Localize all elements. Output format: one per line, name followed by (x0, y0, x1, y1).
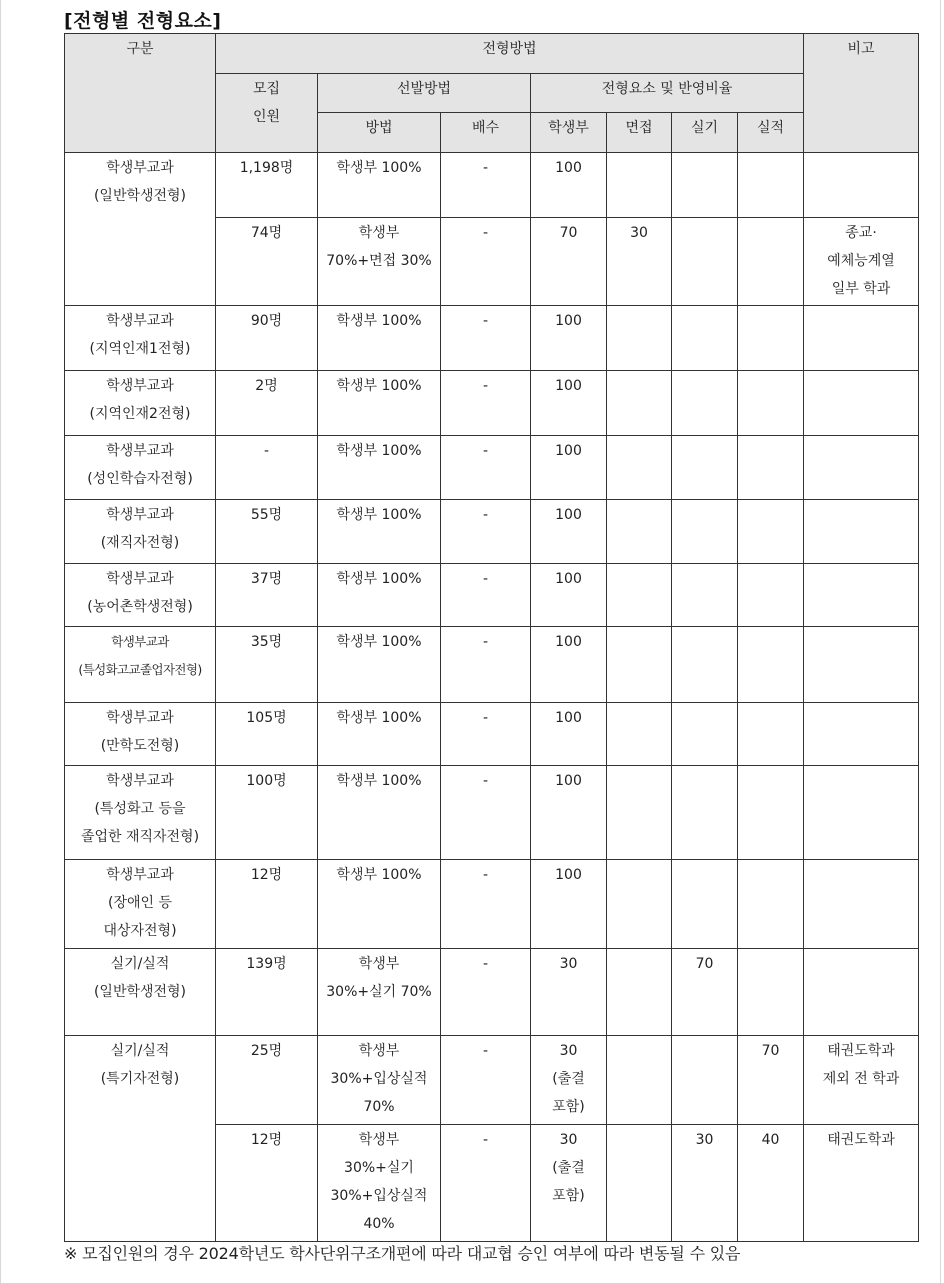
header-record: 학생부 (531, 113, 607, 153)
header-quota (216, 74, 318, 153)
practical-cell (672, 766, 738, 860)
category-cell-line: 실기/실적 (110, 956, 170, 972)
interview-cell (607, 500, 672, 564)
remarks-cell (804, 949, 919, 1036)
category-cell (65, 564, 216, 627)
method-cell (318, 1036, 441, 1125)
method-cell-line: 학생부 100% (336, 634, 422, 650)
category-cell (65, 371, 216, 436)
method-cell-line: 학생부 100% (336, 378, 422, 394)
achievement-cell (738, 627, 804, 703)
quota-cell: 12명 (216, 1125, 318, 1242)
header-category: 구분 (65, 34, 216, 153)
record-cell-line: (출결 (552, 1071, 585, 1087)
remarks-cell (804, 153, 919, 218)
category-cell-line: 학생부교과 (106, 507, 174, 523)
quota-cell: 25명 (216, 1036, 318, 1125)
remarks-cell (804, 564, 919, 627)
practical-cell (672, 218, 738, 306)
header-quota-line: 인원 (252, 109, 281, 125)
category-cell-line: 대상자전형) (103, 923, 177, 939)
record-cell (531, 500, 607, 564)
interview-cell (607, 564, 672, 627)
achievement-cell: 70 (738, 1036, 804, 1125)
category-cell-line: (지역인재1전형) (89, 341, 191, 357)
multiple-cell: - (441, 306, 531, 371)
table-row (65, 1036, 919, 1125)
header-practical: 실기 (672, 113, 738, 153)
category-cell-line: (특기자전형) (100, 1071, 180, 1087)
quota-cell: 37명 (216, 564, 318, 627)
category-cell-line: 학생부교과 (106, 710, 174, 726)
header-achievement: 실적 (738, 113, 804, 153)
method-cell-line: 30%+실기 (344, 1160, 414, 1176)
category-cell (65, 153, 216, 306)
category-cell (65, 500, 216, 564)
remarks-cell (804, 306, 919, 371)
record-cell-line: 100 (555, 571, 582, 587)
category-cell (65, 703, 216, 766)
interview-cell (607, 703, 672, 766)
method-cell (318, 371, 441, 436)
practical-cell (672, 436, 738, 500)
achievement-cell (738, 218, 804, 306)
quota-cell: 139명 (216, 949, 318, 1036)
quota-cell: 2명 (216, 371, 318, 436)
table-row (65, 371, 919, 436)
record-cell (531, 153, 607, 218)
remarks-cell-line: 태권도학과 (827, 1043, 895, 1059)
interview-cell (607, 1036, 672, 1125)
record-cell-line: (출결 (552, 1160, 585, 1176)
practical-cell (672, 564, 738, 627)
record-cell (531, 949, 607, 1036)
interview-cell (607, 371, 672, 436)
method-cell (318, 860, 441, 949)
achievement-cell: 40 (738, 1125, 804, 1242)
category-cell (65, 306, 216, 371)
category-cell-line: (지역인재2전형) (89, 406, 191, 422)
table-row (65, 500, 919, 564)
remarks-cell-line: 태권도학과 (827, 1132, 895, 1148)
multiple-cell: - (441, 1125, 531, 1242)
category-cell-line: (재직자전형) (100, 535, 180, 551)
header-interview: 면접 (607, 113, 672, 153)
record-cell (531, 627, 607, 703)
table-row (65, 766, 919, 860)
record-cell-line: 100 (555, 507, 582, 523)
multiple-cell: - (441, 1036, 531, 1125)
quota-cell: 100명 (216, 766, 318, 860)
achievement-cell (738, 153, 804, 218)
header-elements: 전형요소 및 반영비율 (531, 74, 804, 113)
multiple-cell: - (441, 703, 531, 766)
achievement-cell (738, 371, 804, 436)
multiple-cell: - (441, 500, 531, 564)
section-title: [전형별 전형요소] (64, 10, 222, 32)
table-row (65, 860, 919, 949)
method-cell-line: 학생부 (358, 225, 400, 241)
interview-cell (607, 436, 672, 500)
method-cell-line: 학생부 100% (336, 443, 422, 459)
method-cell-line: 학생부 100% (336, 571, 422, 587)
practical-cell (672, 500, 738, 564)
record-cell-line: 100 (555, 634, 582, 650)
table-row (65, 153, 919, 218)
method-cell-line: 학생부 (358, 1043, 400, 1059)
interview-cell (607, 1125, 672, 1242)
category-cell-line: 학생부교과 (106, 443, 174, 459)
record-cell-line: 100 (555, 443, 582, 459)
method-cell-line: 학생부 100% (336, 507, 422, 523)
category-cell-line: 졸업한 재직자전형) (80, 829, 200, 845)
remarks-cell (804, 627, 919, 703)
method-cell-line: 학생부 100% (336, 867, 422, 883)
practical-cell (672, 1036, 738, 1125)
category-cell (65, 627, 216, 703)
record-cell-line: 100 (555, 710, 582, 726)
category-cell-line: (특성화고 등을 (94, 801, 186, 817)
remarks-cell-line: 종교· (845, 225, 877, 241)
record-cell-line: 100 (555, 313, 582, 329)
remarks-cell (804, 371, 919, 436)
method-cell (318, 306, 441, 371)
method-cell (318, 627, 441, 703)
header-selection: 선발방법 (318, 74, 531, 113)
quota-cell: 12명 (216, 860, 318, 949)
table-row (65, 703, 919, 766)
achievement-cell (738, 949, 804, 1036)
category-cell-line: 학생부교과 (106, 313, 174, 329)
quota-cell: 1,198명 (216, 153, 318, 218)
header-method-group: 전형방법 (216, 34, 804, 74)
record-cell-line: 포함) (552, 1099, 585, 1115)
record-cell (531, 1036, 607, 1125)
record-cell (531, 436, 607, 500)
method-cell (318, 949, 441, 1036)
category-cell-line: (일반학생전형) (93, 984, 187, 1000)
multiple-cell: - (441, 860, 531, 949)
remarks-cell (804, 1125, 919, 1242)
category-cell-line: (특성화고교졸업자전형) (78, 662, 202, 677)
practical-cell: 30 (672, 1125, 738, 1242)
interview-cell (607, 306, 672, 371)
practical-cell (672, 306, 738, 371)
remarks-cell-line: 제외 전 학과 (822, 1071, 900, 1087)
method-cell-line: 70% (363, 1099, 395, 1115)
practical-cell: 70 (672, 949, 738, 1036)
method-cell-line: 학생부 100% (336, 710, 422, 726)
footnote: ※ 모집인원의 경우 2024학년도 학사단위구조개편에 따라 대교협 승인 여부에 따라 변동될 수 있음 (64, 1244, 741, 1263)
header-remarks: 비고 (804, 34, 919, 153)
remarks-cell (804, 860, 919, 949)
record-cell-line: 30 (559, 1043, 578, 1059)
interview-cell (607, 949, 672, 1036)
remarks-cell (804, 1036, 919, 1125)
record-cell-line: 70 (559, 225, 578, 241)
category-cell (65, 1036, 216, 1242)
quota-cell: - (216, 436, 318, 500)
multiple-cell: - (441, 949, 531, 1036)
achievement-cell (738, 860, 804, 949)
category-cell (65, 766, 216, 860)
record-cell (531, 1125, 607, 1242)
remarks-cell (804, 703, 919, 766)
header-multiple: 배수 (441, 113, 531, 153)
method-cell (318, 1125, 441, 1242)
achievement-cell (738, 436, 804, 500)
interview-cell (607, 766, 672, 860)
header-quota-line: 모집 (252, 81, 281, 97)
category-cell-line: (성인학습자전형) (87, 471, 193, 487)
record-cell-line: 100 (555, 160, 582, 176)
method-cell (318, 766, 441, 860)
method-cell (318, 153, 441, 218)
achievement-cell (738, 703, 804, 766)
interview-cell (607, 627, 672, 703)
practical-cell (672, 627, 738, 703)
category-cell-line: 학생부교과 (106, 867, 174, 883)
category-cell-line: (만학도전형) (100, 738, 180, 754)
method-cell-line: 30%+입상실적 (330, 1071, 428, 1087)
quota-cell: 74명 (216, 218, 318, 306)
method-cell-line: 학생부 100% (336, 160, 422, 176)
method-cell-line: 학생부 100% (336, 313, 422, 329)
remarks-cell-line: 예체능계열 (827, 253, 895, 269)
record-cell (531, 766, 607, 860)
remarks-cell (804, 500, 919, 564)
multiple-cell: - (441, 371, 531, 436)
practical-cell (672, 860, 738, 949)
record-cell (531, 703, 607, 766)
record-cell-line: 30 (559, 1132, 578, 1148)
method-cell-line: 70%+면접 30% (326, 253, 432, 269)
category-cell-line: 학생부교과 (106, 773, 174, 789)
interview-cell (607, 860, 672, 949)
table-row (65, 436, 919, 500)
category-cell-line: (장애인 등 (107, 895, 172, 911)
record-cell-line: 100 (555, 867, 582, 883)
table-row (65, 949, 919, 1036)
method-cell-line: 학생부 100% (336, 773, 422, 789)
method-cell (318, 500, 441, 564)
quota-cell: 90명 (216, 306, 318, 371)
category-cell-line: 학생부교과 (111, 634, 169, 649)
category-cell-line: 실기/실적 (110, 1043, 170, 1059)
method-cell (318, 564, 441, 627)
multiple-cell: - (441, 627, 531, 703)
record-cell-line: 100 (555, 773, 582, 789)
remarks-cell (804, 436, 919, 500)
table-body (65, 34, 919, 1242)
achievement-cell (738, 306, 804, 371)
record-cell-line: 100 (555, 378, 582, 394)
table-row (65, 564, 919, 627)
method-cell (318, 703, 441, 766)
method-cell (318, 436, 441, 500)
record-cell (531, 860, 607, 949)
method-cell (318, 218, 441, 306)
practical-cell (672, 153, 738, 218)
remarks-cell (804, 766, 919, 860)
multiple-cell: - (441, 564, 531, 627)
method-cell-line: 학생부 (358, 956, 400, 972)
achievement-cell (738, 766, 804, 860)
header-method: 방법 (318, 113, 441, 153)
category-cell (65, 860, 216, 949)
practical-cell (672, 371, 738, 436)
interview-cell (607, 153, 672, 218)
category-cell (65, 436, 216, 500)
method-cell-line: 40% (363, 1216, 395, 1232)
record-cell (531, 218, 607, 306)
achievement-cell (738, 564, 804, 627)
practical-cell (672, 703, 738, 766)
category-cell-line: (농어촌학생전형) (87, 599, 193, 615)
remarks-cell (804, 218, 919, 306)
category-cell-line: 학생부교과 (106, 571, 174, 587)
record-cell-line: 30 (559, 956, 578, 972)
record-cell-line: 포함) (552, 1188, 585, 1204)
table-row (65, 627, 919, 703)
record-cell (531, 564, 607, 627)
multiple-cell: - (441, 153, 531, 218)
multiple-cell: - (441, 436, 531, 500)
multiple-cell: - (441, 218, 531, 306)
remarks-cell-line: 일부 학과 (831, 281, 891, 297)
method-cell-line: 30%+입상실적 (330, 1188, 428, 1204)
category-cell (65, 949, 216, 1036)
category-cell-line: 학생부교과 (106, 160, 174, 176)
quota-cell: 35명 (216, 627, 318, 703)
method-cell-line: 학생부 (358, 1132, 400, 1148)
method-cell-line: 30%+실기 70% (326, 984, 432, 1000)
achievement-cell (738, 500, 804, 564)
interview-cell: 30 (607, 218, 672, 306)
category-cell-line: 학생부교과 (106, 378, 174, 394)
admission-elements-table (64, 33, 919, 1242)
table-row (65, 306, 919, 371)
record-cell (531, 371, 607, 436)
quota-cell: 55명 (216, 500, 318, 564)
record-cell (531, 306, 607, 371)
multiple-cell: - (441, 766, 531, 860)
category-cell-line: (일반학생전형) (93, 188, 187, 204)
quota-cell: 105명 (216, 703, 318, 766)
